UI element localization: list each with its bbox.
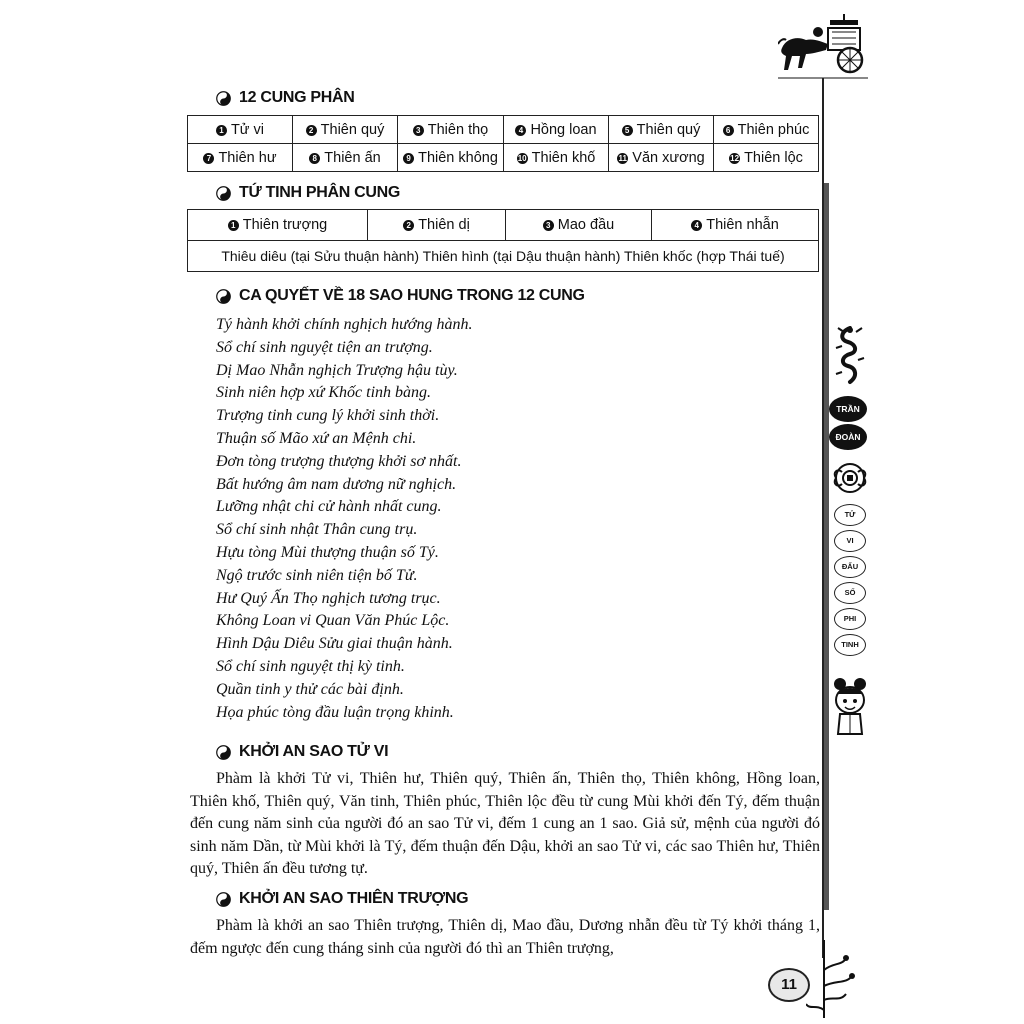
cell-label: Văn xương <box>632 149 705 166</box>
poem-line: Hư Quý Ấn Thọ nghịch tương trục. <box>216 589 441 607</box>
number-badge: 2 <box>403 220 414 231</box>
section-heading <box>216 287 585 305</box>
number-badge: 4 <box>515 125 526 136</box>
title-pill: TINH <box>834 634 866 656</box>
table-cell <box>188 116 293 144</box>
table-row <box>188 241 819 272</box>
title-pill: ĐẨU <box>834 556 866 578</box>
cell-label: Thiên lộc <box>744 149 803 166</box>
yin-yang-icon <box>216 892 231 907</box>
table-cell <box>714 144 819 172</box>
section-heading <box>216 743 388 761</box>
table-cell <box>609 116 714 144</box>
poem-line: Hình Dậu Diêu Sửu giai thuận hành. <box>216 635 453 653</box>
section-title: 12 CUNG PHÂN <box>239 89 355 106</box>
section-title: KHỞI AN SAO TỬ VI <box>239 743 389 760</box>
poem-line: Sổ chí sinh nguyệt tiện an trượng. <box>216 338 433 356</box>
number-badge: 6 <box>723 125 734 136</box>
cell-label: Thiên ấn <box>324 149 381 166</box>
poem-line: Sổ chí sinh nhật Thân cung trụ. <box>216 521 418 539</box>
poem <box>216 314 472 724</box>
poem-line: Bất hướng âm nam dương nữ nghịch. <box>216 475 457 493</box>
paragraph-tu-vi: Phàm là khởi Tử vi, Thiên hư, Thiên quý, Thiên ấn, Thiên thọ, Thiên không, Hồng loan, Thiên khố, Thiên quý, Văn tinh, Thiên phúc, Thiên lộc đều từ cung Mùi khởi đến Tý, đếm thuận đến cung năm sinh của người đó an sao Tử vi, đếm 1 cung an 1 sao. Giả sử, mệnh của người đó sinh năm Dần, từ Mùi khởi là Tý, đếm thuận đến Dậu, khởi an sao Tử vi, các sao Thiên hư, Thiên quý, Thiên ấn đều tương tự. <box>190 770 820 877</box>
table-cell <box>293 116 398 144</box>
title-pill: SỐ <box>834 582 866 604</box>
twelve-palace-table <box>187 115 819 172</box>
table-cell <box>293 144 398 172</box>
table-cell <box>504 116 609 144</box>
poem-line: Sổ chí sinh nguyệt thị kỳ tinh. <box>216 657 405 675</box>
poem-line: Tý hành khởi chính nghịch hướng hành. <box>216 316 473 333</box>
table-cell <box>368 210 506 241</box>
table-cell <box>609 144 714 172</box>
cell-label: Thiên nhẫn <box>706 217 779 233</box>
table-footer-cell: Thiêu diêu (tại Sửu thuận hành) Thiên hình (tại Dậu thuận hành) Thiên khốc (hợp Thái tuế) <box>188 241 819 272</box>
number-badge: 7 <box>203 153 214 164</box>
section-title: TỨ TINH PHÂN CUNG <box>239 184 401 201</box>
section-title: CA QUYẾT VỀ 18 SAO HUNG TRONG 12 CUNG <box>239 287 585 304</box>
number-badge: 4 <box>691 220 702 231</box>
number-badge: 11 <box>618 153 628 163</box>
cell-label: Thiên phúc <box>737 121 810 138</box>
cell-label: Tử vi <box>230 121 265 138</box>
four-star-table <box>187 209 819 272</box>
poem-line: Hựu tòng Mùi thượng thuận số Tý. <box>216 543 439 561</box>
table-cell <box>504 144 609 172</box>
child-mascot-icon <box>830 676 870 740</box>
section-heading <box>216 89 355 107</box>
section-heading <box>216 890 468 908</box>
poem-line: Họa phúc tòng đầu luận trọng khinh. <box>216 703 454 721</box>
poem-line: Không Loan vi Quan Văn Phúc Lộc. <box>216 612 450 630</box>
decorative-bar <box>824 183 829 910</box>
page-number: 11 <box>768 968 810 1002</box>
title-pill: VI <box>834 530 866 552</box>
poem-line: Lưỡng nhật chi cử hành nhất cung. <box>216 498 442 516</box>
number-badge: 2 <box>306 125 317 136</box>
yin-yang-icon <box>216 289 231 304</box>
poem-line: Đơn tòng trượng thượng khởi sơ nhất. <box>216 452 462 470</box>
number-badge: 1 <box>216 125 227 136</box>
table-row <box>188 210 819 241</box>
cell-label: Hồng loan <box>530 121 597 138</box>
paragraph-thien-truong: Phàm là khởi an sao Thiên trượng, Thiên dị, Mao đầu, Dương nhẫn đều từ Tý khởi tháng 1, đếm ngược đến cung tháng sinh của người đó thì an Thiên trượng, <box>190 917 820 957</box>
table-cell <box>714 116 819 144</box>
number-badge: 5 <box>622 125 633 136</box>
author-badge: TRẦN <box>829 396 867 422</box>
table-cell <box>506 210 652 241</box>
table-cell <box>398 116 504 144</box>
table-cell <box>188 210 368 241</box>
yin-yang-icon <box>216 745 231 760</box>
poem-line: Ngộ trước sinh niên tiện bố Tử. <box>216 566 418 584</box>
title-pill: PHI <box>834 608 866 630</box>
title-pill: TỬ <box>834 504 866 526</box>
dragon-icon <box>834 326 866 386</box>
cell-label: Thiên không <box>418 149 498 166</box>
plant-ornament-icon <box>806 940 856 1020</box>
table-cell <box>188 144 293 172</box>
table-row <box>188 144 819 172</box>
number-badge: 3 <box>413 125 424 136</box>
number-badge: 1 <box>228 220 239 231</box>
poem-line: Thuận số Mão xứ an Mệnh chi. <box>216 429 417 447</box>
cell-label: Thiên thọ <box>427 121 489 138</box>
cell-label: Thiên quý <box>320 121 385 138</box>
cell-label: Thiên dị <box>418 217 470 233</box>
table-cell <box>652 210 819 241</box>
cell-label: Thiên quý <box>636 121 701 138</box>
cell-label: Thiên khố <box>531 149 596 166</box>
number-badge: 10 <box>517 153 527 163</box>
poem-line: Trượng tinh cung lý khởi sinh thời. <box>216 407 440 425</box>
table-row <box>188 116 819 144</box>
number-badge: 3 <box>543 220 554 231</box>
cell-label: Thiên trượng <box>242 217 328 233</box>
number-badge: 12 <box>730 153 740 163</box>
poem-line: Dị Mao Nhẫn nghịch Trượng hậu tùy. <box>216 361 458 379</box>
yin-yang-icon <box>216 186 231 201</box>
author-badge: ĐOÀN <box>829 424 867 450</box>
poem-line: Sinh niên hợp xứ Khốc tinh bàng. <box>216 384 432 402</box>
cell-label: Mao đầu <box>557 217 615 233</box>
poem-line: Quần tinh y thử các bài định. <box>216 680 404 698</box>
table-cell <box>398 144 504 172</box>
ornament-icon <box>832 460 868 496</box>
section-heading <box>216 184 400 202</box>
number-badge: 9 <box>403 153 414 164</box>
section-title: KHỞI AN SAO THIÊN TRƯỢNG <box>239 890 469 907</box>
cell-label: Thiên hư <box>218 149 277 166</box>
yin-yang-icon <box>216 91 231 106</box>
number-badge: 8 <box>309 153 320 164</box>
horse-cart-icon <box>778 14 870 80</box>
